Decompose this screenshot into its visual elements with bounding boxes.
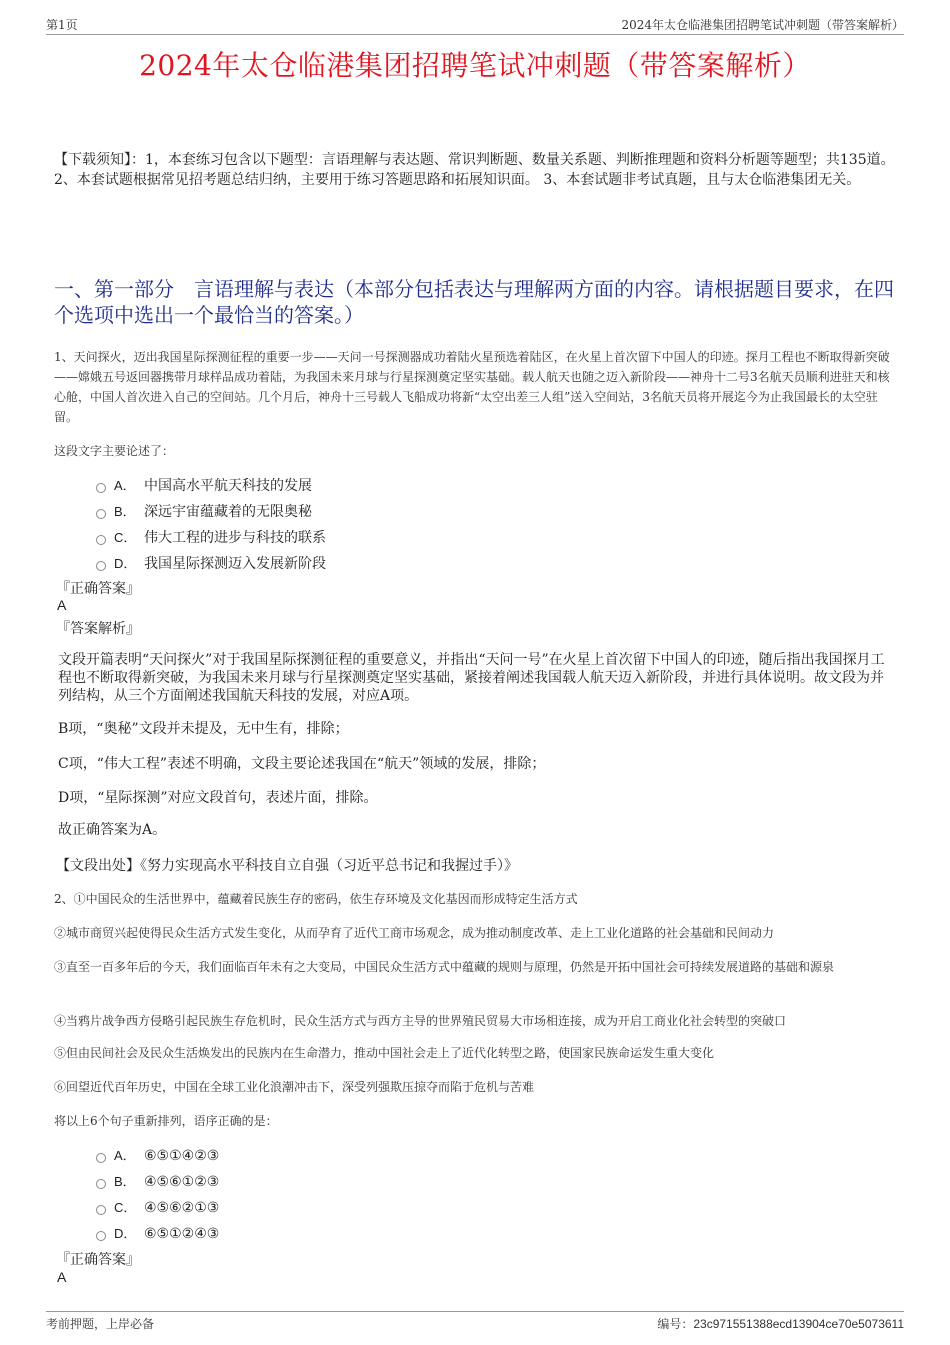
page-header [46,14,904,35]
question-2-sentence-5: ⑤但由民间社会及民众生活焕发出的民族内在生命潜力，推动中国社会走上了近代化转型之路，使国家民族命运发生重大变化 [54,1046,715,1060]
question-1-analysis-b: B项，“奥秘”文段并未提及，无中生有，排除； [58,721,349,737]
radio-icon[interactable] [96,1179,106,1189]
question-2-sentence-1: 2、①中国民众的生活世界中，蕴藏着民族生存的密码，依生存环境及文化基因而形成特定生活方式 [54,892,578,906]
question-1-source: 【文段出处】《努力实现高水平科技自立自强（习近平总书记和我握过手）》 [56,858,518,874]
question-2-option-d[interactable]: D． ⑥⑤①②④③ [96,1221,696,1247]
radio-icon[interactable] [96,535,106,545]
question-2-sentence-6: ⑥回望近代百年历史，中国在全球工业化浪潮冲击下，深受列强欺压掠夺而陷于危机与苦难 [54,1080,535,1094]
question-1-prompt: 这段文字主要论述了： [54,444,175,458]
question-1-answer-label: 『正确答案』 [56,581,140,597]
radio-icon[interactable] [96,483,106,493]
question-2-sentence-2: ②城市商贸兴起使得民众生活方式发生变化，从而孕育了近代工商市场观念，成为推动制度改革、走上工业化道路的社会基础和民间动力 [54,926,775,940]
question-1-option-d[interactable]: D． 我国星际探测迈入发展新阶段 [96,551,696,577]
page-title: 2024年太仓临港集团招聘笔试冲刺题（带答案解析） [139,49,811,82]
question-1-option-b[interactable]: B． 深远宇宙蕴藏着的无限奥秘 [96,499,696,525]
question-1-stem: 1、天问探火，迈出我国星际探测征程的重要一步——天问一号探测器成功着陆火星预选着陆区，在火星上首次留下中国人的印迹。探月工程也不断取得新突破——嫦娥五号返回器携带月球样品成功着陆，为我国未来月球与行星探测奠定坚实基础。载人航天也随之迈入新阶段——神舟十二号3名航天员顺利进驻天和核心舱，中国人首次进入自己的空间站。几个月后，神舟十三号载人飞船成功将新“太空出差三人组”送入空间站，3名航天员将开展迄今为止我国最长的太空驻留。 [54,350,890,424]
question-1-analysis-d: D项，“星际探测”对应文段首句，表述片面，排除。 [58,790,378,806]
question-2-answer-label: 『正确答案』 [56,1252,140,1268]
question-1-analysis-main: 文段开篇表明“天问探火”对于我国星际探测征程的重要意义，并指出“天问一号”在火星上首次留下中国人的印迹，随后指出我国探月工程也不断取得新突破，为我国未来月球与行星探测奠定坚实基础，紧接着阐述我国载人航天迈入新阶段，并进行具体说明。故文段为并列结构，从三个方面阐述我国航天科技的发展，对应A项。 [58,652,885,704]
radio-icon[interactable] [96,509,106,519]
question-1-option-c[interactable]: C． 伟大工程的进步与科技的联系 [96,525,696,551]
question-1-analysis-c: C项，“伟大工程”表述不明确，文段主要论述我国在“航天”领域的发展，排除； [58,756,546,772]
question-2-option-c[interactable]: C． ④⑤⑥②①③ [96,1195,696,1221]
page-footer [46,1311,904,1334]
question-2-answer: A [57,1269,67,1285]
footer-code-value: 23c971551388ecd13904ce70e5073611 [693,1317,904,1331]
radio-icon[interactable] [96,1205,106,1215]
download-notice: 【下载须知】：1，本套练习包含以下题型：言语理解与表达题、常识判断题、数量关系题、判断推理题和资料分析题等题型；共135道。 2、本套试题根据常见招考题总结归纳，主要用于练习答题思路和拓展知识面。 3、本套试题非考试真题，且与太仓临港集团无关。 [54,152,895,188]
question-1-options [96,473,696,577]
radio-icon[interactable] [96,561,106,571]
question-2-option-a[interactable]: A． ⑥⑤①④②③ [96,1143,696,1169]
footer-code [657,1315,904,1332]
question-1-option-a[interactable]: A． 中国高水平航天科技的发展 [96,473,696,499]
question-1-answer: A [57,597,67,613]
question-1-analysis-conclusion: 故正确答案为A。 [58,822,167,838]
footer-slogan: 考前押题，上岸必备 [46,1317,155,1331]
question-1-analysis-label: 『答案解析』 [56,621,140,637]
radio-icon[interactable] [96,1231,106,1241]
question-2-sentence-4: ④当鸦片战争西方侵略引起民族生存危机时，民众生活方式与西方主导的世界殖民贸易大市场相连接，成为开启工商业化社会转型的突破口 [54,1014,787,1028]
question-2-prompt: 将以上6个句子重新排列，语序正确的是： [54,1114,278,1128]
question-2-sentence-3: ③直至一百多年后的今天，我们面临百年未有之大变局，中国民众生活方式中蕴藏的规则与原理，仍然是开拓中国社会可持续发展道路的基础和源泉 [54,960,835,974]
page-number: 第1页 [46,18,78,32]
section-title: 一、第一部分 言语理解与表达（本部分包括表达与理解两方面的内容。请根据题目要求，在四个选项中选出一个最恰当的答案。） [54,277,894,327]
question-2-option-b[interactable]: B． ④⑤⑥①②③ [96,1169,696,1195]
question-2-options [96,1143,696,1247]
footer-code-label: 编号： [657,1317,694,1331]
header-doc-title: 2024年太仓临港集团招聘笔试冲刺题（带答案解析） [621,18,904,32]
radio-icon[interactable] [96,1153,106,1163]
